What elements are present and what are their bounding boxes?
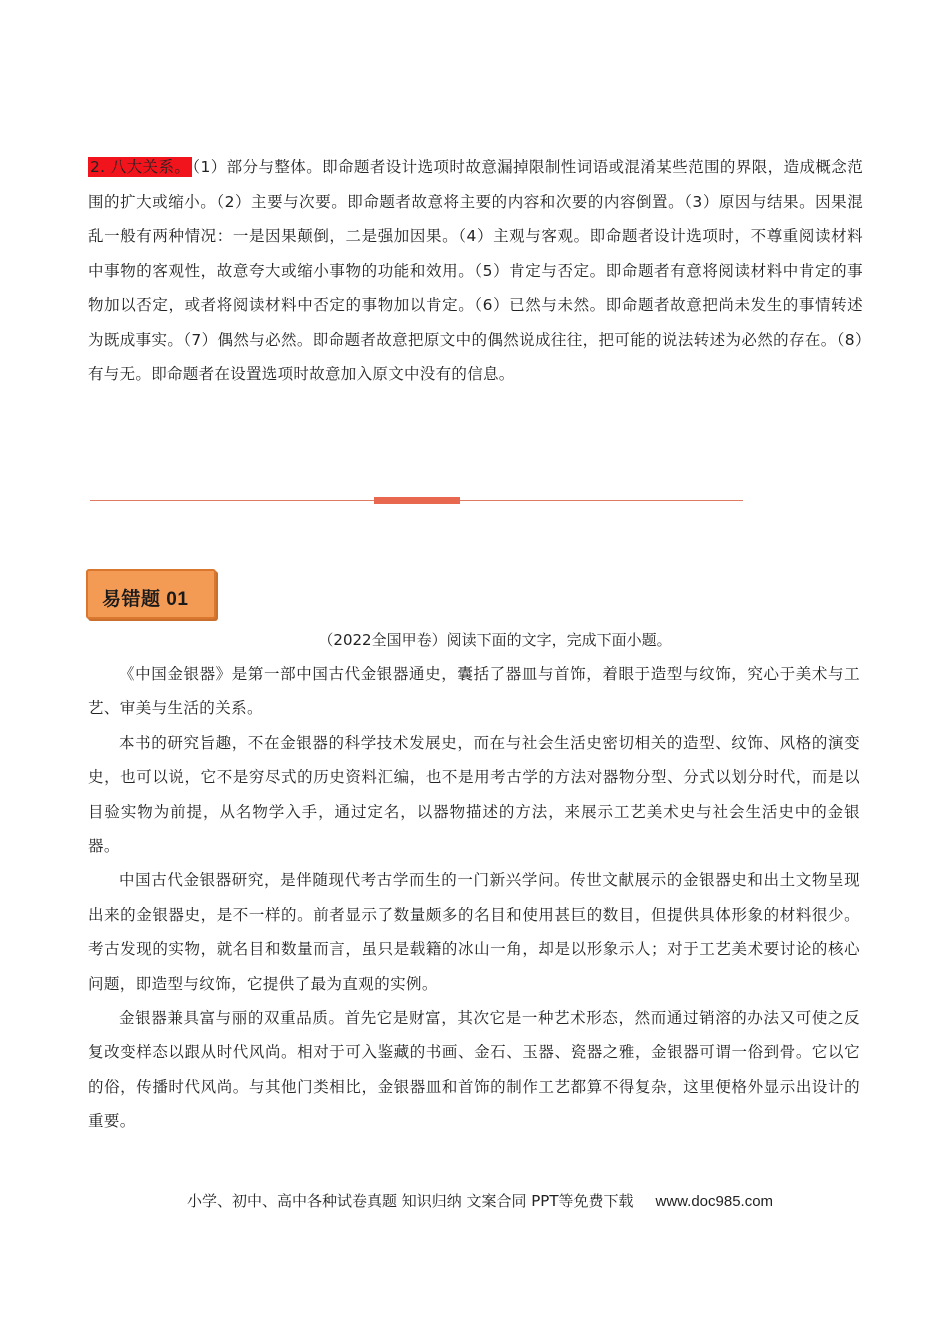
error-question-badge <box>86 569 216 619</box>
key-relations-section <box>88 150 863 392</box>
reading-passage <box>88 657 860 1139</box>
passage-paragraph: 金银器兼具富与丽的双重品质。首先它是财富，其次它是一种艺术形态，然而通过销溶的办法又可使之反复改变样态以跟从时代风尚。相对于可入鉴藏的书画、金石、玉器、瓷器之雅，金银器可谓一俗到骨。它以它的俗，传播时代风尚。与其他门类相比，金银器皿和首饰的制作工艺都算不得复杂，这里便格外显示出设计的重要。 <box>88 1009 860 1131</box>
page-footer <box>0 1189 950 1214</box>
key-relations-text: （1）部分与整体。即命题者设计选项时故意漏掉限制性词语或混淆某些范围的界限，造成概念范围的扩大或缩小。（2）主要与次要。即命题者故意将主要的内容和次要的内容倒置。（3）原因与结果。因果混乱一般有两种情况：一是因果颠倒，二是强加因果。（4）主观与客观。即命题者设计选项时，不尊重阅读材料中事物的客观性，故意夸大或缩小事物的功能和效用。（5）肯定与否定。即命题者有意将阅读材料中肯定的事物加以否定，或者将阅读材料中否定的事物加以肯定。（6）已然与未然。即命题者故意把尚未发生的事情转述为既成事实。（7）偶然与必然。即命题者故意把原文中的偶然说成往往，把可能的说法转述为必然的存在。（8）有与无。即命题者在设置选项时故意加入原文中没有的信息。 <box>88 158 864 383</box>
passage-paragraph: 《中国金银器》是第一部中国古代金银器通史，囊括了器皿与首饰，着眼于造型与纹饰，究心于美术与工艺、审美与生活的关系。 <box>88 665 860 718</box>
question-source-line: （2022全国甲卷）阅读下面的文字，完成下面小题。 <box>318 631 672 649</box>
footer-text: 小学、初中、高中各种试卷真题 知识归纳 文案合同 PPT等免费下载 <box>186 1192 634 1210</box>
passage-paragraph: 本书的研究旨趣，不在金银器的科学技术发展史，而在与社会生活史密切相关的造型、纹饰、风格的演变史，也可以说，它不是穷尽式的历史资料汇编，也不是用考古学的方法对器物分型、分式以划分时代，而是以目验实物为前提，从名物学入手，通过定名，以器物描述的方法，来展示工艺美术史与社会生活史中的金银器。 <box>88 733 860 856</box>
footer-url-link[interactable]: www.doc985.com <box>655 1193 774 1210</box>
section-divider-accent <box>374 497 460 504</box>
passage-paragraph: 中国古代金银器研究，是伴随现代考古学而生的一门新兴学问。传世文献展示的金银器史和出土文物呈现出来的金银器史，是不一样的。前者显示了数量颇多的名目和使用甚巨的数目，但提供具体形象的材料很少。考古发现的实物，就名目和数量而言，虽只是载籍的冰山一角，却是以形象示人；对于工艺美术要讨论的核心问题，即造型与纹饰，它提供了最为直观的实例。 <box>88 871 860 993</box>
badge-label: 易错题 01 <box>102 589 189 610</box>
section-tag-highlight: 2. 八大关系。 <box>90 158 191 176</box>
